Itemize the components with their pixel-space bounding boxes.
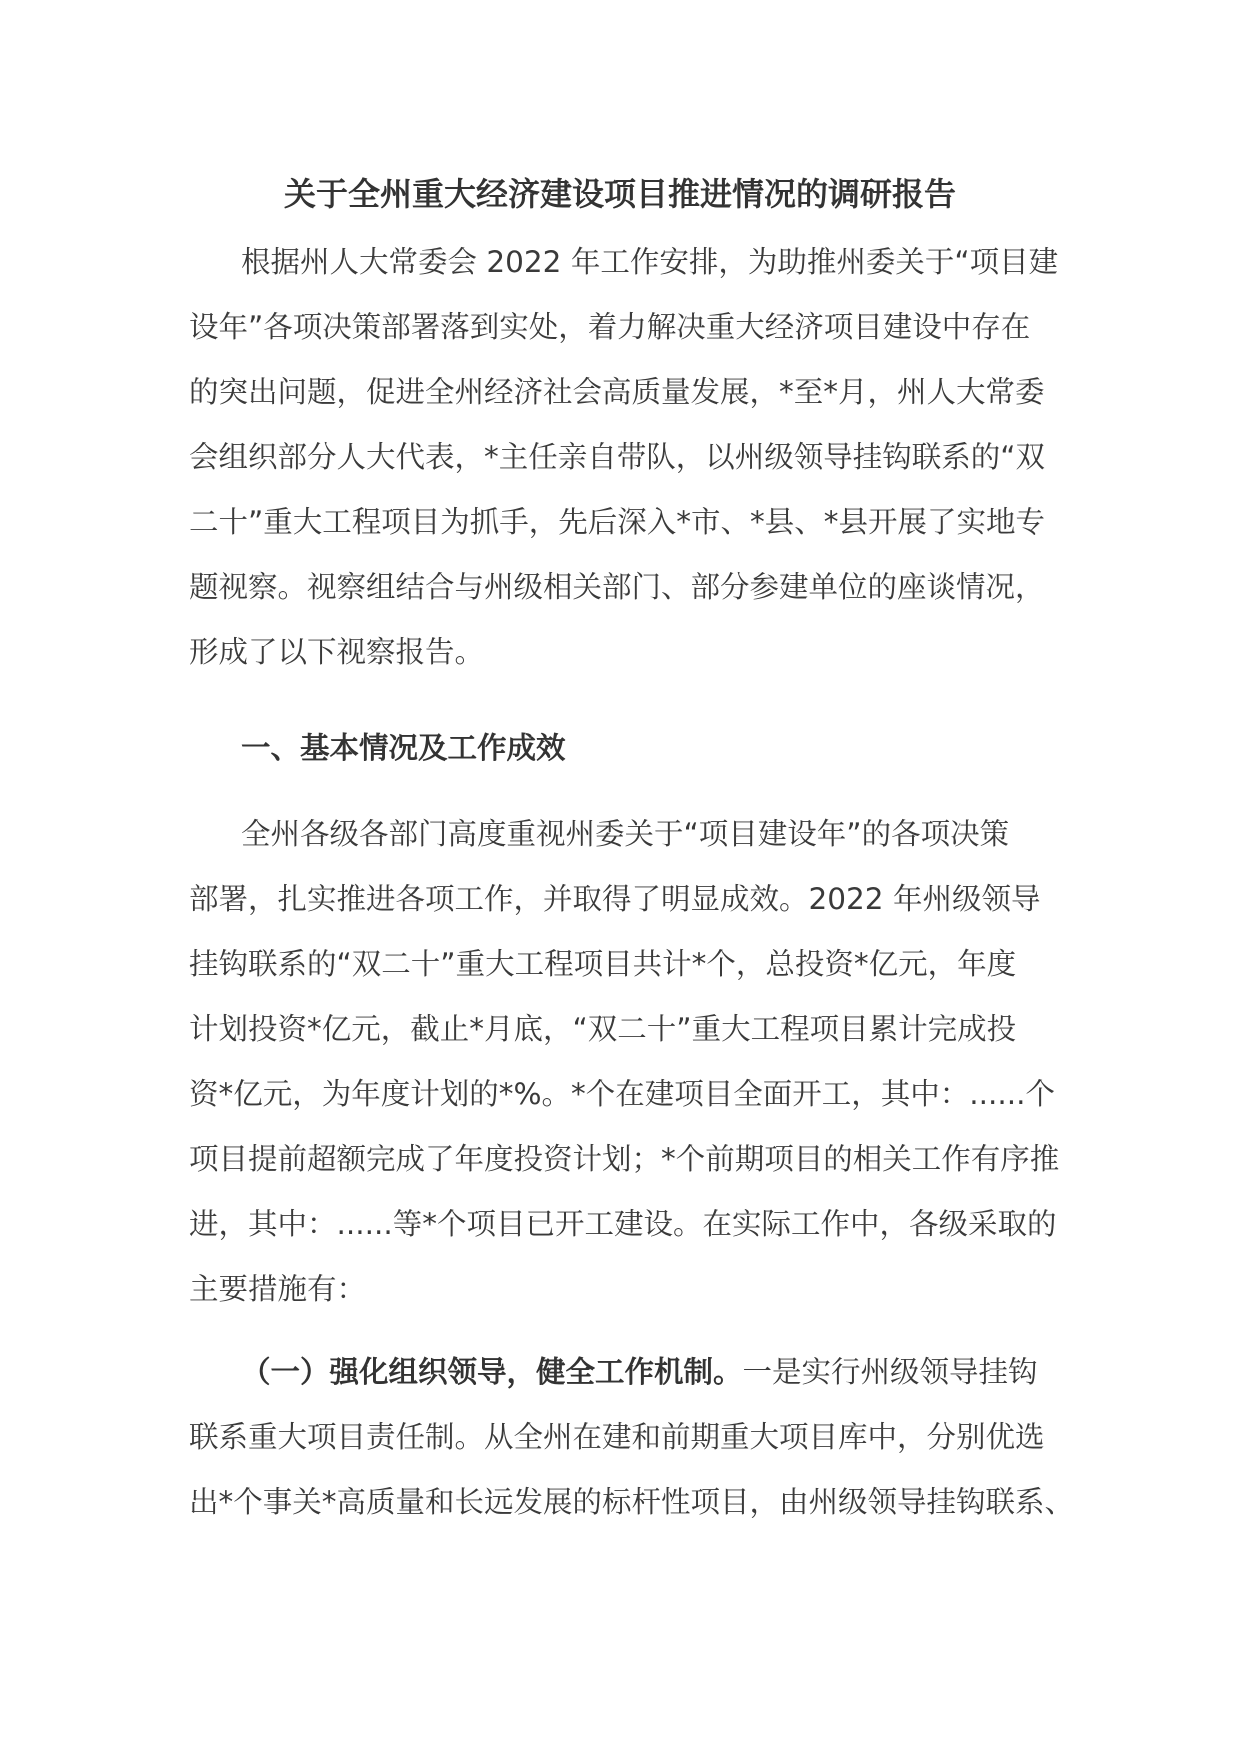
paragraph-intro bbox=[189, 230, 1057, 685]
paragraph-text: 一是实行州级领导挂钩 bbox=[742, 1355, 1038, 1389]
paragraph-line: 全州各级各部门高度重视州委关于“项目建设年”的各项决策 bbox=[241, 817, 1010, 851]
paragraph-line: 资*亿元，为年度计划的*%。*个在建项目全面开工，其中：......个 bbox=[189, 1077, 1056, 1111]
paragraph-line: 联系重大项目责任制。从全州在建和前期重大项目库中，分别优选 bbox=[189, 1420, 1045, 1454]
paragraph-line: 会组织部分人大代表，*主任亲自带队，以州级领导挂钩联系的“双 bbox=[189, 440, 1046, 474]
section-heading: 一、基本情况及工作成效 bbox=[241, 731, 566, 765]
paragraph-line: 题视察。视察组结合与州级相关部门、部分参建单位的座谈情况， bbox=[189, 570, 1045, 604]
paragraph-line: 主要措施有： bbox=[189, 1272, 367, 1306]
paragraph-line: 部署，扎实推进各项工作，并取得了明显成效。2022 年州级领导 bbox=[189, 882, 1041, 916]
paragraph-first-line bbox=[189, 1340, 1057, 1405]
paragraph-line: 进，其中：......等*个项目已开工建设。在实际工作中，各级采取的 bbox=[189, 1207, 1057, 1241]
document-title: 关于全州重大经济建设项目推进情况的调研报告 bbox=[283, 175, 956, 213]
paragraph-line: 根据州人大常委会 2022 年工作安排，为助推州委关于“项目建 bbox=[241, 245, 1059, 279]
paragraph-line: 出*个事关*高质量和长远发展的标杆性项目，由州级领导挂钩联系、 bbox=[189, 1485, 1075, 1519]
paragraph-line: 设年”各项决策部署落到实处，着力解决重大经济项目建设中存在 bbox=[189, 310, 1031, 344]
paragraph-line: 项目提前超额完成了年度投资计划；*个前期项目的相关工作有序推 bbox=[189, 1142, 1060, 1176]
paragraph-line: 挂钩联系的“双二十”重大工程项目共计*个，总投资*亿元，年度 bbox=[189, 947, 1017, 981]
paragraph-line: 计划投资*亿元，截止*月底，“双二十”重大工程项目累计完成投 bbox=[189, 1012, 1017, 1046]
paragraph-measures bbox=[189, 1340, 1075, 1535]
paragraph-basic-situation bbox=[189, 802, 1060, 1322]
paragraph-line: 二十”重大工程项目为抓手，先后深入*市、*县、*县开展了实地专 bbox=[189, 505, 1046, 539]
paragraph-line: 形成了以下视察报告。 bbox=[189, 635, 485, 669]
sub-heading: （一）强化组织领导，健全工作机制。 bbox=[241, 1355, 743, 1389]
paragraph-line: 的突出问题，促进全州经济社会高质量发展，*至*月，州人大常委 bbox=[189, 375, 1045, 409]
